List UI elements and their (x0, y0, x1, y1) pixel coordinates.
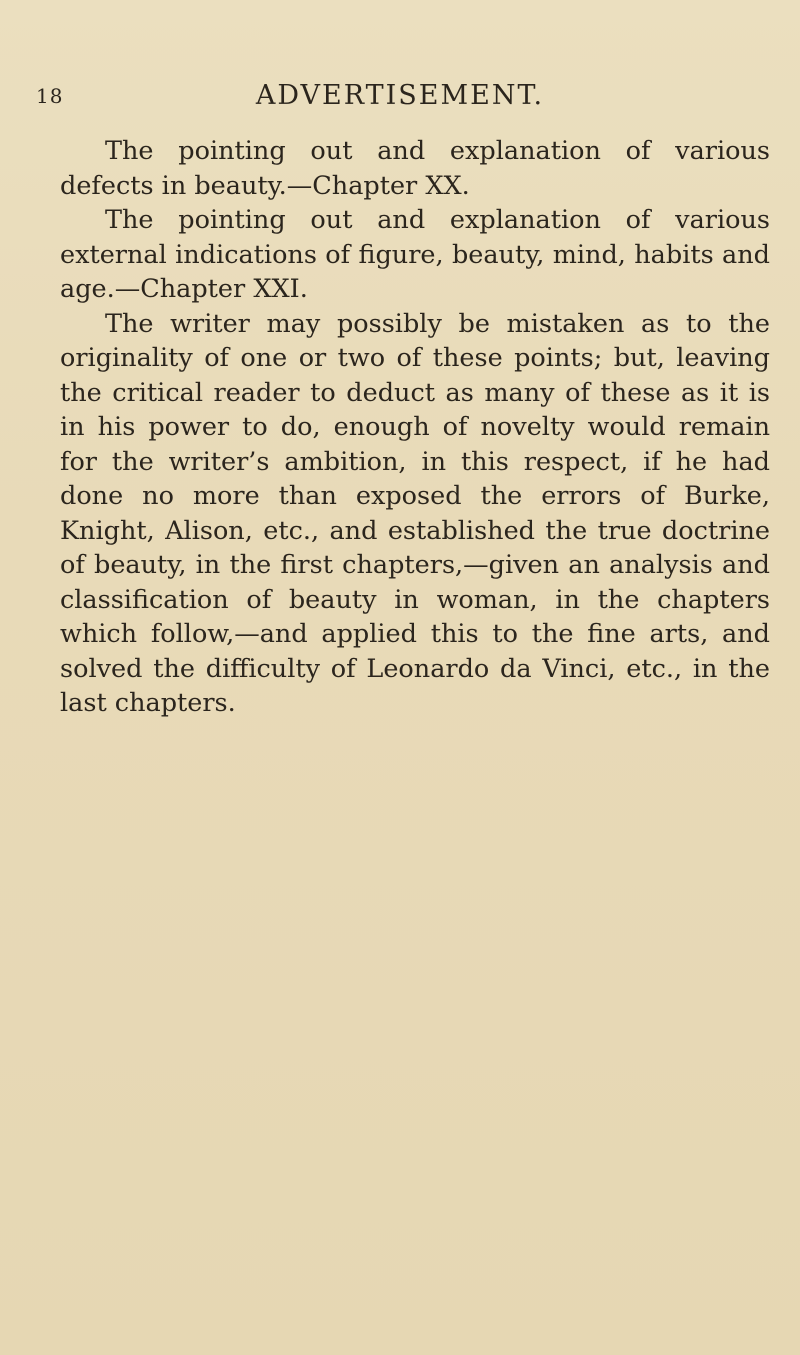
running-head (0, 80, 800, 120)
paragraph-chapter-xxi: The pointing out and explanation of various external indications of figure, beauty, mind, habits and age.—Chapter XXI. (60, 205, 770, 304)
paragraph-chapter-xx: The pointing out and explanation of various defects in beauty.—Chapter XX. (60, 136, 770, 201)
paragraph-originality: The writer may possibly be mistaken as to the originality of one or two of these points; but, leaving the critical reader to deduct as many of these as it is in his power to do, enough of novelty would remain for the writer’s ambition, in this respect, if he had done no more than exposed the errors of Burke, Knight, Alison, etc., and established the true doctrine of beauty, in the first chapters,—given an analysis and classification of beauty in woman, in the chapters which follow,—and applied this to the fine arts, and solved the difficulty of Leonardo da Vinci, etc., in the last chapters. (60, 308, 770, 718)
running-title: ADVERTISEMENT. (255, 80, 545, 111)
body-text (60, 134, 770, 721)
page-number: 18 (36, 84, 64, 108)
